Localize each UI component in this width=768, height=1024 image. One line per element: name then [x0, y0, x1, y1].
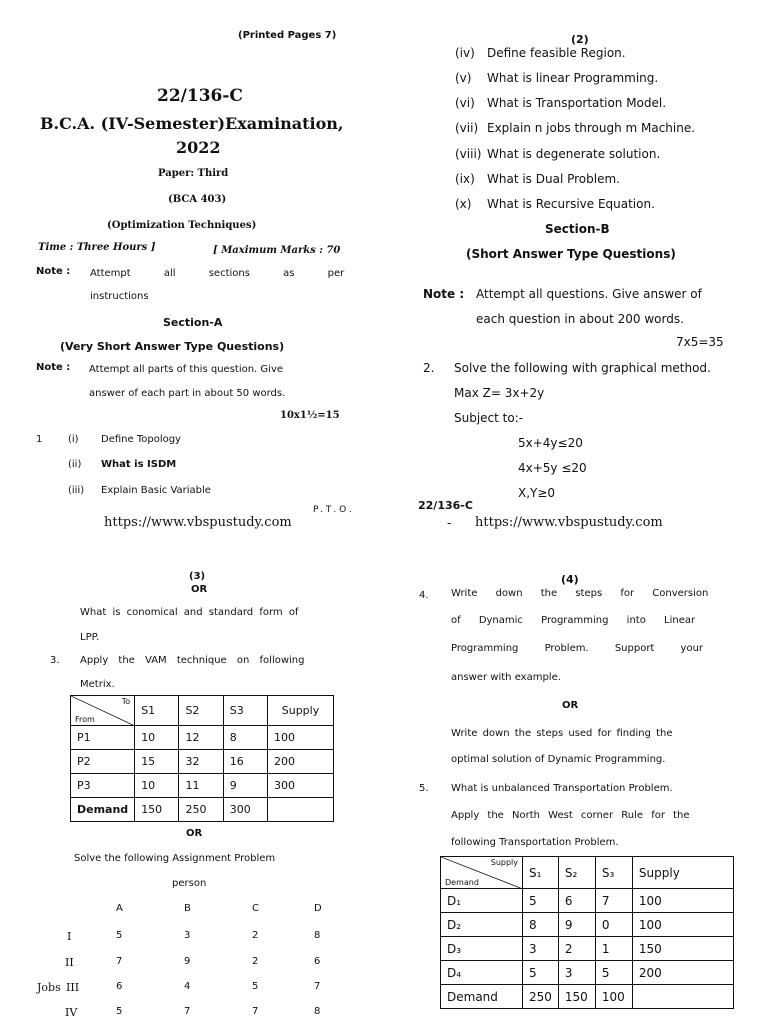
- table-row: [71, 798, 334, 822]
- q2-text: Solve the following with graphical method.: [454, 361, 711, 375]
- note-text-2: each question in about 200 words.: [476, 312, 684, 326]
- q1-item-text: What is Recursive Equation.: [487, 197, 655, 211]
- table-cell: 5: [523, 961, 559, 985]
- table-cell: 200: [632, 961, 733, 985]
- q3-text: Metrix.: [80, 679, 115, 690]
- dash-mark: -: [447, 516, 452, 530]
- or-question-text: What is conomical and standard form of: [80, 607, 299, 618]
- table-cell: 9: [184, 956, 191, 967]
- q1-item-text: What is Dual Problem.: [487, 172, 620, 186]
- q1-item-num: (v): [455, 71, 472, 85]
- q1-item-num: (iii): [68, 485, 85, 496]
- assignment-person-label: person: [172, 878, 207, 889]
- q1-item-text: What is degenerate solution.: [487, 147, 661, 161]
- q1-item-text: Define Topology: [101, 434, 181, 445]
- table-row: [441, 937, 734, 961]
- table-row: [441, 889, 734, 913]
- or-question-text: LPP.: [80, 632, 100, 643]
- table-cell: 150: [558, 985, 595, 1009]
- table-cell: 100: [268, 726, 334, 750]
- q5-text: following Transportation Problem.: [451, 837, 619, 848]
- table-cell: 2: [252, 956, 259, 967]
- table-cell: 9: [558, 913, 595, 937]
- table-cell: 7: [184, 1006, 191, 1017]
- table-cell: 300: [268, 774, 334, 798]
- table-cell: 15: [135, 750, 179, 774]
- time-label: Time : Three Hours ]: [38, 242, 156, 253]
- max-marks: [ Maximum Marks : 70: [213, 245, 341, 256]
- q1-item-text: What is linear Programming.: [487, 71, 659, 85]
- q1-item-num: (viii): [455, 147, 482, 161]
- note-label: Note :: [36, 266, 71, 277]
- column-header: A: [116, 903, 123, 914]
- table-cell: 5: [116, 930, 123, 941]
- row-label: Demand: [71, 798, 135, 822]
- q1-item-text: What is Transportation Model.: [487, 96, 667, 110]
- q4-text: Write down the steps for Conversion: [451, 588, 709, 599]
- note-text-2: instructions: [90, 291, 149, 302]
- column-header: Supply: [268, 696, 334, 726]
- table-cell: 5: [523, 889, 559, 913]
- q2-constraint: 5x+4y≤20: [518, 436, 583, 450]
- table-cell: 8: [523, 913, 559, 937]
- row-label: P1: [71, 726, 135, 750]
- footer-paper-code: 22/136-C: [418, 499, 473, 512]
- or-question-text: optimal solution of Dynamic Programming.: [451, 754, 666, 765]
- paper-label: Paper: Third: [158, 168, 229, 179]
- row-label: D₄: [441, 961, 523, 985]
- column-header: S₂: [558, 857, 595, 889]
- q1-item-text: What is ISDM: [101, 459, 177, 470]
- q1-item-num: (ix): [455, 172, 475, 186]
- q2-number: 2.: [423, 361, 435, 375]
- table-corner-cell: [441, 857, 523, 889]
- table-cell: 8: [314, 1006, 321, 1017]
- q1-item-num: (vi): [455, 96, 475, 110]
- table-cell: 150: [632, 937, 733, 961]
- row-label: P3: [71, 774, 135, 798]
- exam-year: 2022: [176, 138, 221, 157]
- table-cell: 7: [116, 956, 123, 967]
- note-text: Attempt all questions. Give answer of: [476, 287, 702, 301]
- note2-text: Attempt all parts of this question. Give: [89, 364, 284, 375]
- table-corner-to: To: [121, 697, 131, 706]
- column-header: S₃: [595, 857, 632, 889]
- q5-number: 5.: [419, 783, 429, 794]
- row-label: II: [65, 956, 74, 969]
- jobs-label: Jobs: [37, 981, 61, 994]
- row-label: I: [67, 930, 72, 943]
- table-cell: 100: [632, 889, 733, 913]
- column-header: S₁: [523, 857, 559, 889]
- table-cell: 3: [184, 930, 191, 941]
- row-label: D₃: [441, 937, 523, 961]
- section-b-marks: 7x5=35: [676, 335, 724, 349]
- table-cell: 150: [135, 798, 179, 822]
- q1-item-num: (i): [68, 434, 79, 445]
- q1-item-num: (iv): [455, 46, 475, 60]
- q4-text: of Dynamic Programming into Linear: [451, 615, 696, 626]
- exam-title: B.C.A. (IV-Semester)Examination,: [40, 114, 344, 133]
- or-question-text: Write down the steps used for finding the: [451, 728, 673, 739]
- table-cell: 12: [179, 726, 223, 750]
- table-cell: 4: [184, 981, 191, 992]
- q1-item-num: (x): [455, 197, 472, 211]
- q2-subject-to: Subject to:-: [454, 411, 524, 425]
- section-b-heading: Section-B: [545, 222, 610, 236]
- printed-pages: (Printed Pages 7): [238, 30, 337, 41]
- column-header: S3: [223, 696, 267, 726]
- table-cell: 7: [595, 889, 632, 913]
- table-cell: 2: [558, 937, 595, 961]
- column-header: C: [252, 903, 259, 914]
- or-label: OR: [191, 584, 208, 595]
- table-row: [71, 696, 334, 726]
- q4-number: 4.: [419, 590, 429, 601]
- table-cell: 7: [314, 981, 321, 992]
- q3-number: 3.: [50, 655, 60, 666]
- row-label: D₂: [441, 913, 523, 937]
- assignment-question: Solve the following Assignment Problem: [74, 853, 276, 864]
- table-cell: 100: [632, 913, 733, 937]
- note2-label: Note :: [36, 362, 71, 373]
- course-code: (BCA 403): [168, 194, 227, 205]
- table-cell: 3: [523, 937, 559, 961]
- table-row: [441, 913, 734, 937]
- table-cell: [268, 798, 334, 822]
- table-cell: 250: [523, 985, 559, 1009]
- or-label: OR: [186, 828, 203, 839]
- note2-text-2: answer of each part in about 50 words.: [89, 388, 286, 399]
- table-corner-supply: Supply: [490, 858, 518, 867]
- table-cell: 6: [116, 981, 123, 992]
- column-header: Supply: [632, 857, 733, 889]
- table-cell: [632, 985, 733, 1009]
- page-number: (2): [571, 33, 589, 46]
- table-cell: 3: [558, 961, 595, 985]
- table-cell: 2: [252, 930, 259, 941]
- row-label: P2: [71, 750, 135, 774]
- column-header: B: [184, 903, 191, 914]
- transportation-table: [440, 856, 734, 1009]
- table-cell: 6: [558, 889, 595, 913]
- table-cell: 9: [223, 774, 267, 798]
- table-cell: 16: [223, 750, 267, 774]
- row-label: D₁: [441, 889, 523, 913]
- table-row: [71, 774, 334, 798]
- q3-text: Apply the VAM technique on following: [80, 655, 305, 666]
- q2-constraint: X,Y≥0: [518, 486, 556, 500]
- page-number: (3): [189, 571, 206, 582]
- q1-item-text: Define feasible Region.: [487, 46, 626, 60]
- table-corner-from: From: [75, 715, 95, 724]
- row-label: IV: [65, 1006, 78, 1019]
- table-cell: 8: [223, 726, 267, 750]
- source-url[interactable]: https://www.vbspustudy.com: [104, 515, 292, 530]
- pto-marker: P.T.O.: [313, 505, 355, 515]
- row-label: Demand: [441, 985, 523, 1009]
- or-label: OR: [562, 700, 579, 711]
- table-cell: 1: [595, 937, 632, 961]
- note-label: Note :: [423, 287, 465, 301]
- q5-text: Apply the North West corner Rule for the: [451, 810, 690, 821]
- paper-code: 22/136-C: [157, 86, 243, 106]
- table-cell: 250: [179, 798, 223, 822]
- table-cell: 10: [135, 726, 179, 750]
- table-cell: 5: [252, 981, 259, 992]
- note-text: Attempt all sections as per: [90, 268, 345, 279]
- q2-constraint: 4x+5y ≤20: [518, 461, 587, 475]
- table-cell: 7: [252, 1006, 259, 1017]
- table-cell: 100: [595, 985, 632, 1009]
- q1-item-num: (ii): [68, 459, 82, 470]
- table-cell: 11: [179, 774, 223, 798]
- table-cell: 32: [179, 750, 223, 774]
- q5-text: What is unbalanced Transportation Problem.: [451, 783, 673, 794]
- table-row: [71, 750, 334, 774]
- page-number: (4): [561, 573, 579, 586]
- table-cell: 300: [223, 798, 267, 822]
- table-row: [441, 961, 734, 985]
- table-corner-cell: [71, 696, 135, 726]
- row-label: III: [66, 981, 80, 994]
- section-b-type: (Short Answer Type Questions): [466, 247, 676, 261]
- column-header: D: [314, 903, 322, 914]
- q1-number: 1: [36, 434, 43, 445]
- vam-table: [70, 695, 334, 822]
- table-row: [441, 985, 734, 1009]
- table-row: [71, 726, 334, 750]
- q4-text: answer with example.: [451, 672, 561, 683]
- q1-item-num: (vii): [455, 121, 479, 135]
- q1-item-text: Explain n jobs through m Machine.: [487, 121, 696, 135]
- column-header: S1: [135, 696, 179, 726]
- table-cell: 5: [595, 961, 632, 985]
- subject-title: (Optimization Techniques): [107, 220, 257, 231]
- table-corner-demand: Demand: [445, 878, 479, 887]
- section-a-marks: 10x1½=15: [280, 410, 340, 421]
- column-header: S2: [179, 696, 223, 726]
- table-row: [441, 857, 734, 889]
- q1-item-text: Explain Basic Variable: [101, 485, 211, 496]
- table-cell: 200: [268, 750, 334, 774]
- source-url[interactable]: https://www.vbspustudy.com: [475, 515, 663, 530]
- table-cell: 5: [116, 1006, 123, 1017]
- section-a-type: (Very Short Answer Type Questions): [60, 340, 285, 353]
- table-cell: 0: [595, 913, 632, 937]
- q2-objective: Max Z= 3x+2y: [454, 386, 545, 400]
- table-cell: 10: [135, 774, 179, 798]
- table-cell: 6: [314, 956, 321, 967]
- table-cell: 8: [314, 930, 321, 941]
- q4-text: Programming Problem. Support your: [451, 643, 704, 654]
- section-a-heading: Section-A: [163, 316, 223, 329]
